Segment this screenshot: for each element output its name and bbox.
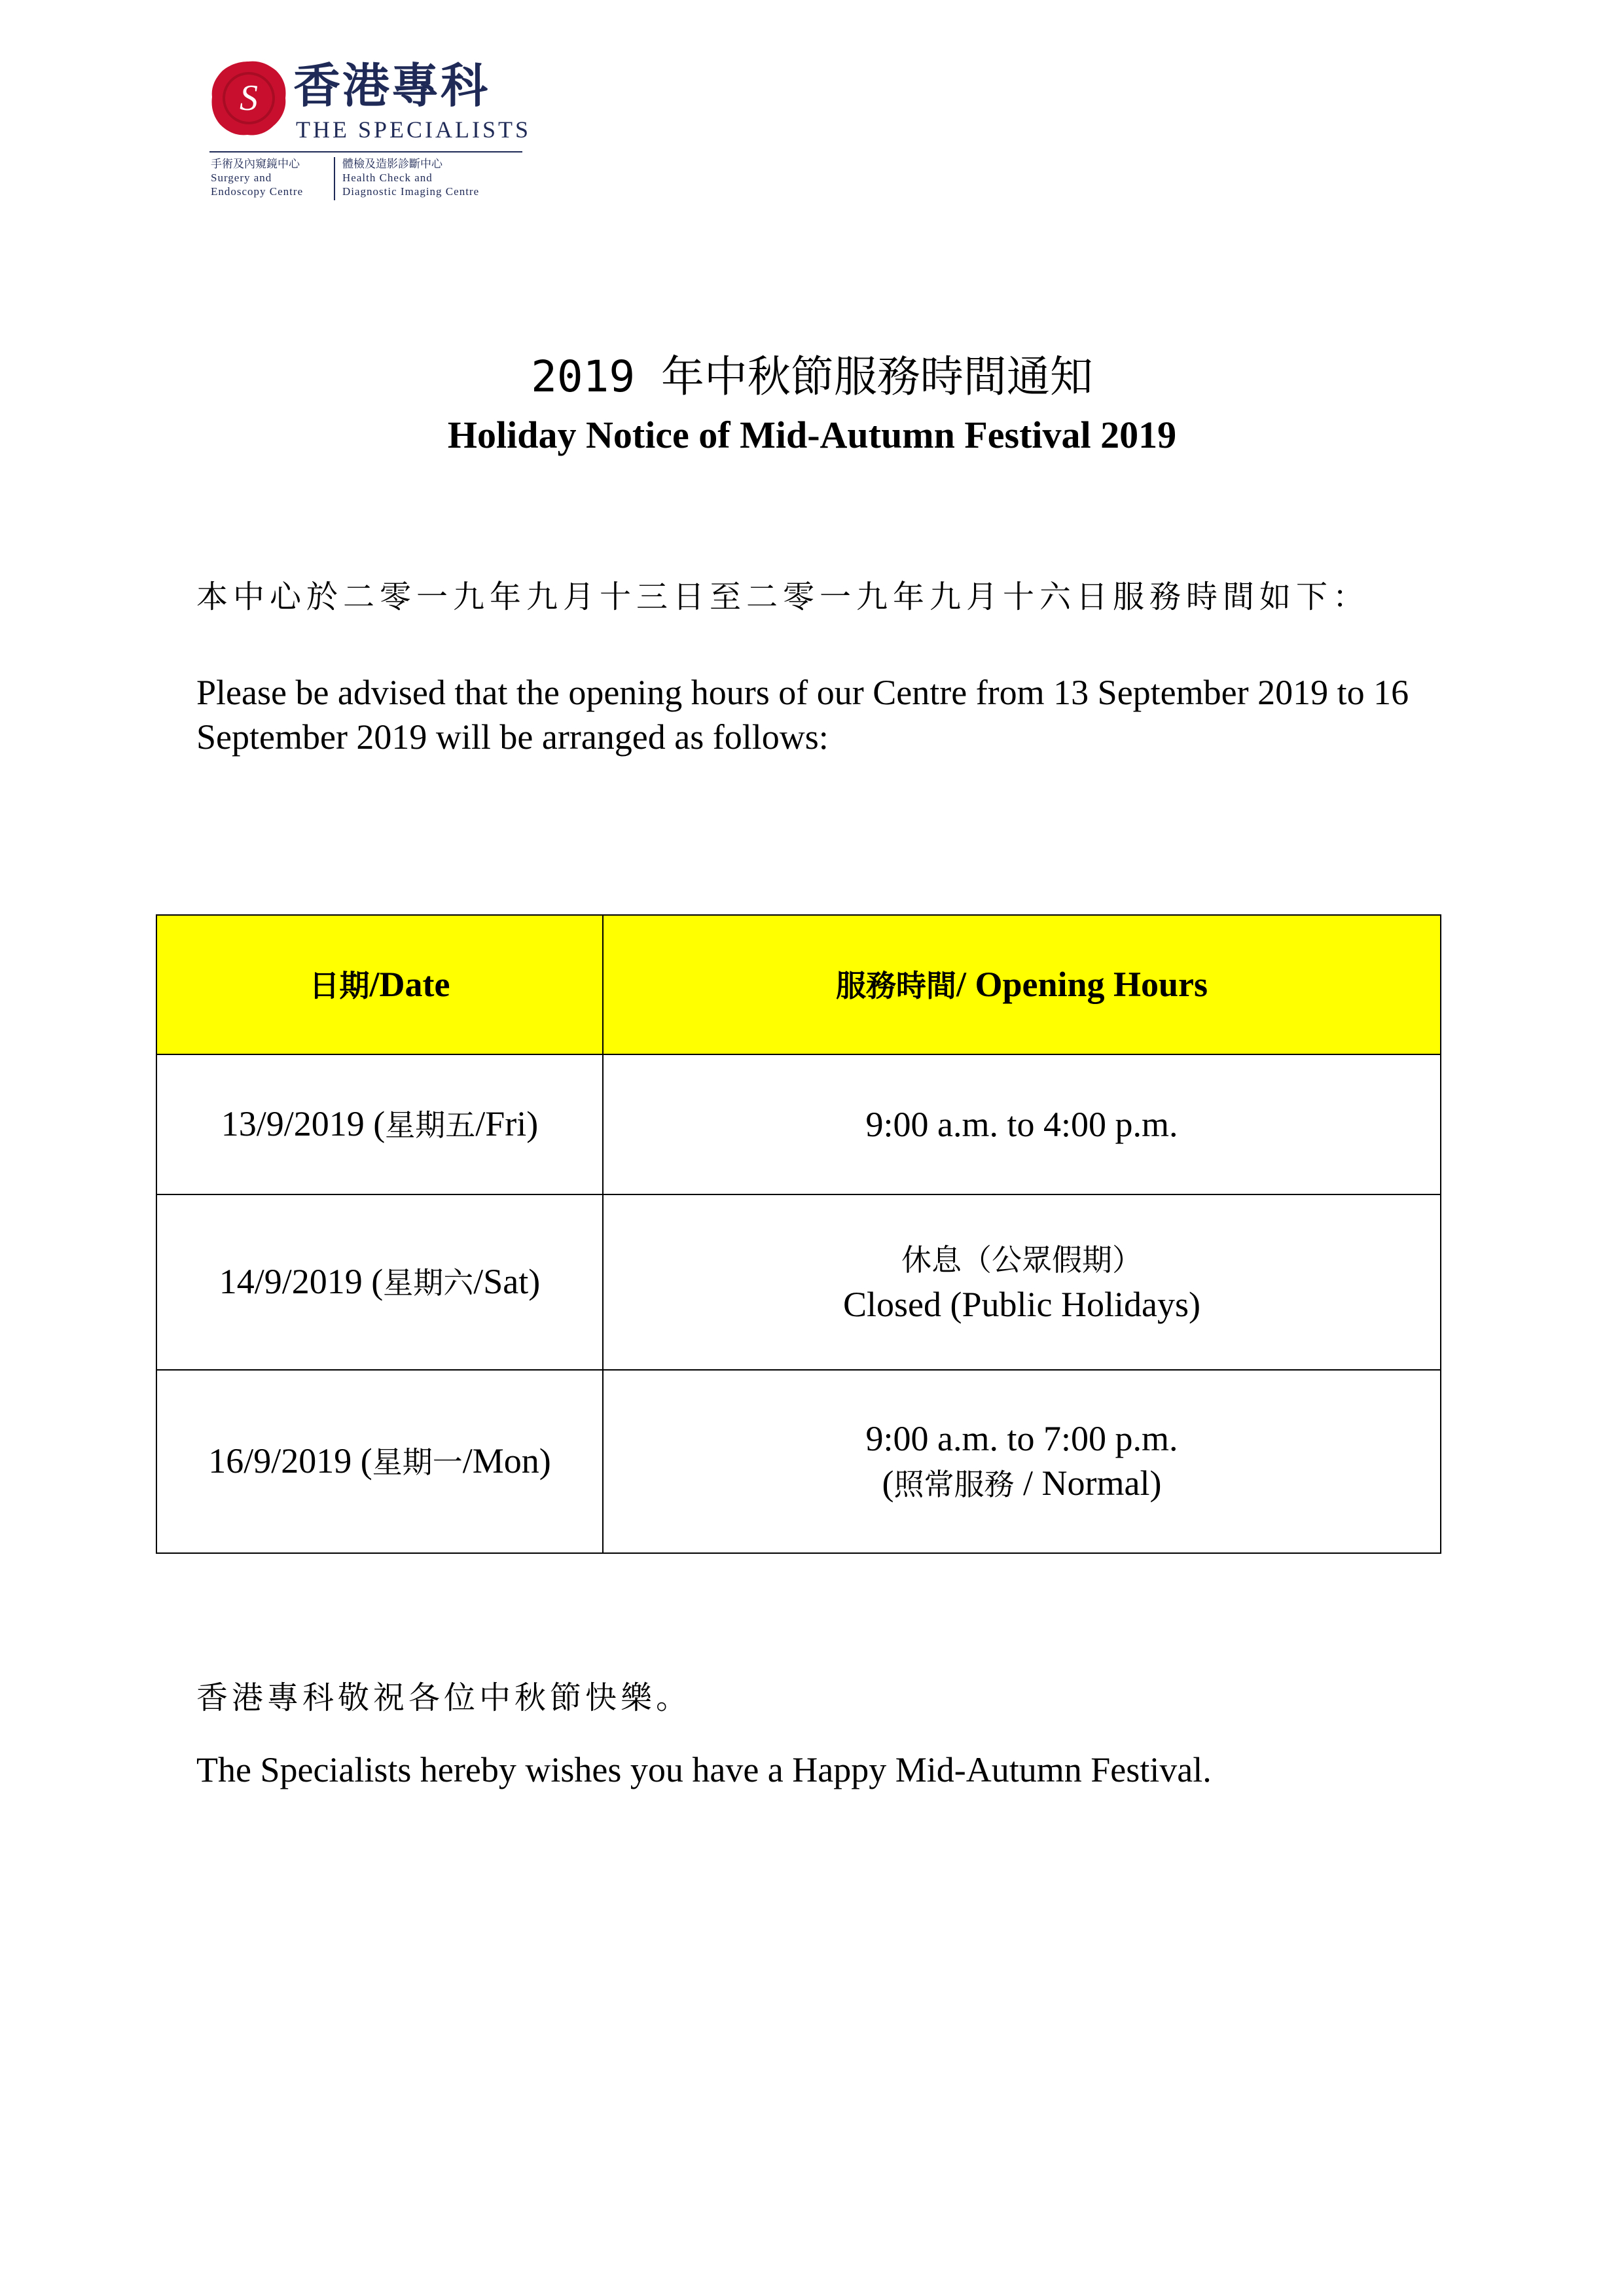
table-row bbox=[156, 1194, 1441, 1370]
hours-status bbox=[604, 1461, 1440, 1507]
header-date-cn: 日期 bbox=[309, 967, 370, 1003]
logo-unit-surgery bbox=[211, 157, 303, 198]
date-cell bbox=[156, 1194, 603, 1370]
intro-en: Please be advised that the opening hours of our Centre from 13 September 2019 to 16 September 2019 will be arranged as follows: bbox=[196, 673, 1409, 757]
header-date bbox=[156, 915, 603, 1054]
date-weekday-en: /Mon) bbox=[462, 1441, 551, 1480]
logo-unit-divider bbox=[334, 157, 335, 200]
hours-text: Closed (Public Holidays) bbox=[843, 1285, 1200, 1324]
logo-unit-health-en-2: Diagnostic Imaging Centre bbox=[342, 185, 480, 198]
logo-unit-health-en-1: Health Check and bbox=[342, 171, 433, 184]
header-hours-en: / Opening Hours bbox=[956, 964, 1208, 1004]
table-row bbox=[156, 1054, 1441, 1194]
logo bbox=[208, 58, 532, 208]
notice-title-cn: 2019 年中秋節服務時間通知 bbox=[531, 351, 1093, 402]
date-num: 13/9/2019 ( bbox=[221, 1104, 386, 1143]
hours-status-en: / Normal) bbox=[1014, 1463, 1162, 1503]
header-date-en: /Date bbox=[369, 964, 450, 1004]
opening-hours-table bbox=[156, 914, 1441, 1554]
hours-cell bbox=[603, 1194, 1441, 1370]
seal-letter: S bbox=[240, 78, 258, 118]
logo-unit-surgery-en-2: Endoscopy Centre bbox=[211, 185, 304, 198]
header-hours-cn: 服務時間 bbox=[835, 967, 956, 1003]
hours-cell bbox=[603, 1054, 1441, 1194]
logo-name-en: THE SPECIALISTS bbox=[296, 117, 532, 143]
closing-en: The Specialists hereby wishes you have a Happy Mid-Autumn Festival. bbox=[196, 1750, 1212, 1789]
date-cell bbox=[156, 1370, 603, 1553]
logo-name-cn: 香港專科 bbox=[293, 58, 490, 113]
logo-unit-surgery-cn: 手術及內窺鏡中心 bbox=[211, 158, 300, 170]
hours-text: 9:00 a.m. to 4:00 p.m. bbox=[865, 1105, 1178, 1144]
date-weekday-cn: 星期五 bbox=[385, 1107, 476, 1143]
hours-text-cn: 休息（公眾假期） bbox=[901, 1242, 1142, 1278]
hours-status-cn: 照常服務 bbox=[893, 1467, 1015, 1502]
table-header-row bbox=[156, 915, 1441, 1054]
date-num: 14/9/2019 ( bbox=[219, 1262, 384, 1301]
intro-cn: 本中心於二零一九年九月十三日至二零一九年九月十六日服務時間如下： bbox=[196, 579, 1370, 615]
date-weekday-en: /Sat) bbox=[473, 1262, 541, 1301]
hours-text: 9:00 a.m. to 7:00 p.m. bbox=[865, 1419, 1178, 1458]
date-num: 16/9/2019 ( bbox=[208, 1441, 372, 1480]
hours-status-open: ( bbox=[882, 1463, 894, 1503]
logo-unit-surgery-en-1: Surgery and bbox=[211, 171, 272, 184]
logo-divider bbox=[209, 151, 522, 152]
header-hours bbox=[603, 915, 1441, 1054]
notice-title-en: Holiday Notice of Mid-Autumn Festival 2019 bbox=[447, 414, 1177, 456]
logo-unit-health-cn: 體檢及造影診斷中心 bbox=[342, 158, 442, 170]
closing-cn: 香港專科敬祝各位中秋節快樂。 bbox=[196, 1679, 692, 1716]
table-row bbox=[156, 1370, 1441, 1553]
seal-icon bbox=[208, 58, 289, 139]
logo-header bbox=[208, 58, 532, 146]
date-weekday-cn: 星期六 bbox=[383, 1265, 474, 1300]
date-weekday-cn: 星期一 bbox=[372, 1444, 463, 1480]
date-cell bbox=[156, 1054, 603, 1194]
hours-cell bbox=[603, 1370, 1441, 1553]
logo-unit-health bbox=[342, 157, 479, 198]
date-weekday-en: /Fri) bbox=[475, 1104, 539, 1143]
